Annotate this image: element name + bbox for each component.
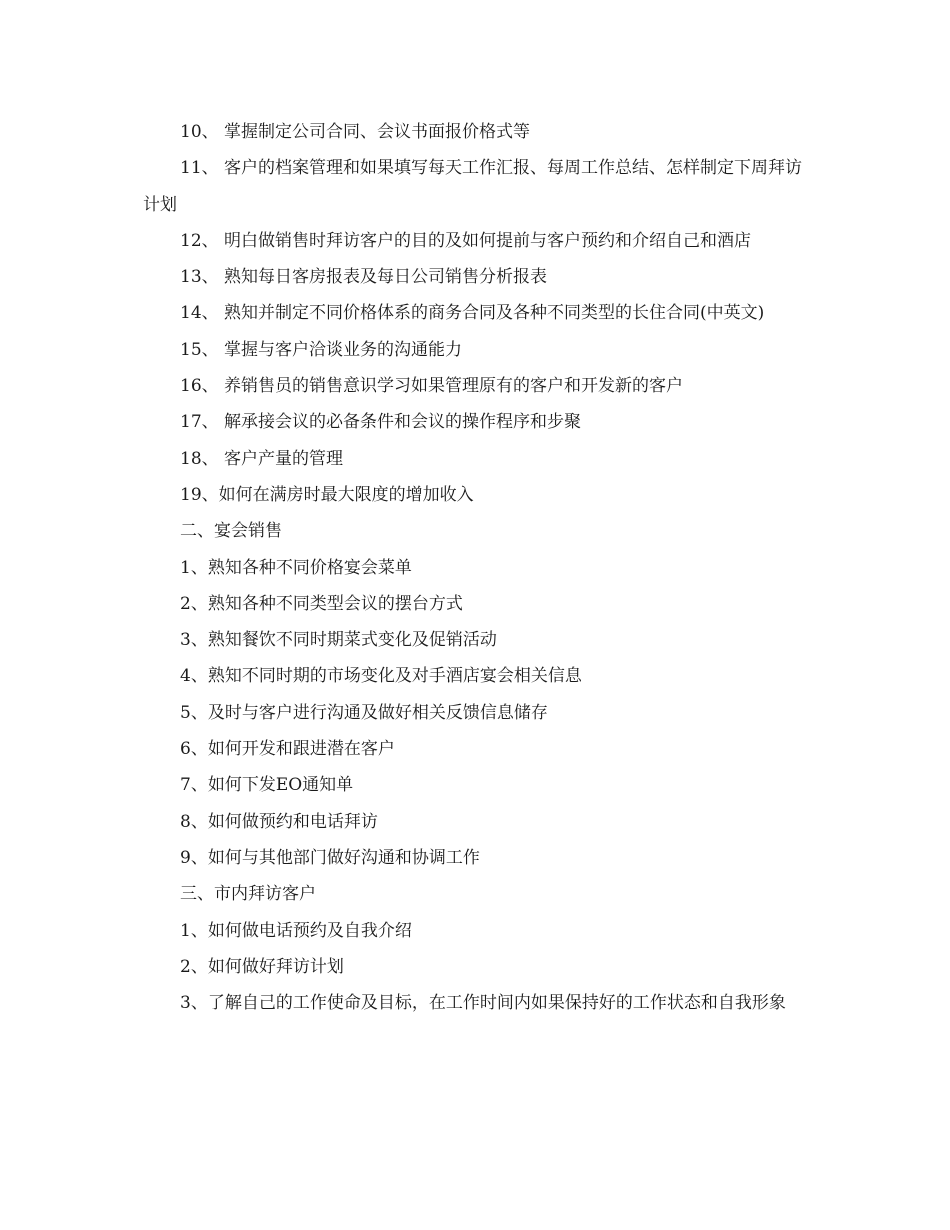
- paragraph-item-18: 18、 客户产量的管理: [180, 448, 344, 469]
- banquet-item-1: 1、熟知各种不同价格宴会菜单: [180, 557, 412, 578]
- paragraph-item-10: 10、 掌握制定公司合同、会议书面报价格式等: [180, 122, 531, 142]
- banquet-item-9: 9、如何与其他部门做好沟通和协调工作: [180, 847, 480, 868]
- visit-item-3: 3、了解自己的工作使命及目标，在工作时间内如果保持好的工作状态和自我形象: [180, 993, 786, 1014]
- paragraph-item-19: 19、如何在满房时最大限度的增加收入: [180, 484, 474, 505]
- visit-item-1: 1、如何做电话预约及自我介绍: [180, 920, 412, 941]
- paragraph-item-14: 14、 熟知并制定不同价格体系的商务合同及各种不同类型的长住合同(中英文): [180, 303, 765, 324]
- document-body: [143, 114, 808, 1021]
- section-heading-city-visits: 三、市内拜访客户: [180, 884, 316, 905]
- banquet-item-8: 8、如何做预约和电话拜访: [180, 811, 378, 832]
- banquet-item-7: 7、如何下发EO通知单: [180, 775, 354, 796]
- paragraph-item-12: 12、 明白做销售时拜访客户的目的及如何提前与客户预约和介绍自己和酒店: [180, 230, 752, 251]
- section-heading-banquet-sales: 二、宴会销售: [180, 521, 282, 542]
- paragraph-item-11: 11、 客户的档案管理和如果填写每天工作汇报、每周工作总结、怎样制定下周拜访计划: [143, 158, 803, 215]
- banquet-item-5: 5、及时与客户进行沟通及做好相关反馈信息储存: [180, 702, 548, 723]
- paragraph-item-15: 15、 掌握与客户洽谈业务的沟通能力: [180, 339, 463, 360]
- paragraph-item-13: 13、 熟知每日客房报表及每日公司销售分析报表: [180, 267, 548, 288]
- paragraph-item-17: 17、 解承接会议的必备条件和会议的操作程序和步聚: [180, 412, 582, 433]
- banquet-item-6: 6、如何开发和跟进潜在客户: [180, 739, 395, 760]
- paragraph-item-16: 16、 养销售员的销售意识学习如果管理原有的客户和开发新的客户: [180, 376, 684, 397]
- banquet-item-4: 4、熟知不同时期的市场变化及对手酒店宴会相关信息: [180, 666, 582, 687]
- banquet-item-2: 2、熟知各种不同类型会议的摆台方式: [180, 593, 463, 614]
- banquet-item-3: 3、熟知餐饮不同时期菜式变化及促销活动: [180, 630, 497, 651]
- visit-item-2: 2、如何做好拜访计划: [180, 956, 344, 977]
